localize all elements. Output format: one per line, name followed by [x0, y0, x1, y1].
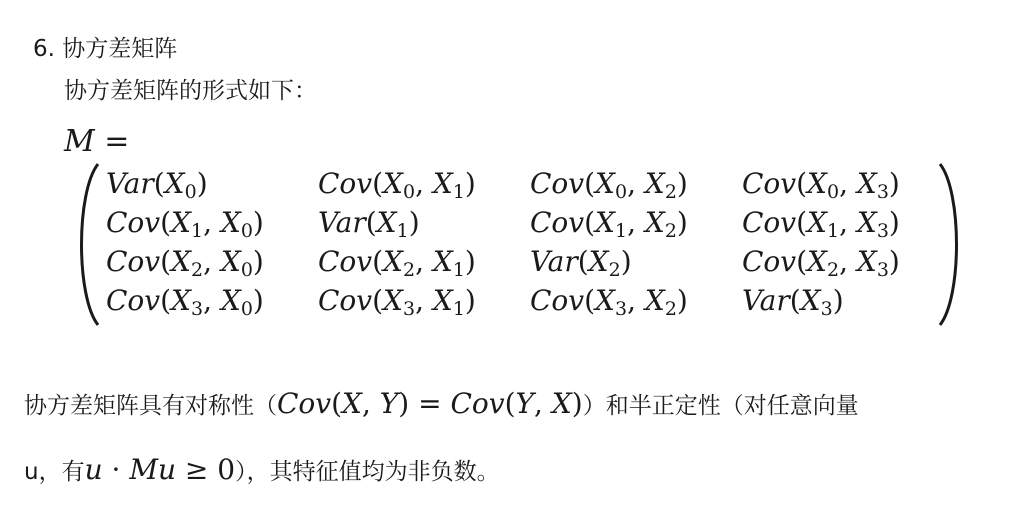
- matrix-cell: $Cov(X_3$, $X_2$): [530, 284, 688, 320]
- matrix-cell: $Var(X_0)$: [106, 167, 208, 203]
- paragraph2-text-after: ），其特征值均为非负数。: [235, 459, 500, 485]
- paragraph2-text-before: u，有: [24, 459, 85, 485]
- psd-formula: u · Mu ≥ 0: [84, 453, 236, 486]
- left-parenthesis: [72, 162, 102, 327]
- matrix-row: [106, 164, 942, 203]
- equals-sign: =: [104, 124, 130, 159]
- matrix-cell: $Var(X_1)$: [318, 206, 420, 242]
- covariance-matrix: [106, 164, 942, 320]
- intro-text: 协方差矩阵的形式如下：: [64, 78, 317, 104]
- matrix-row: [106, 203, 942, 242]
- matrix-cell: $Cov(X_1$, $X_0$): [106, 206, 264, 242]
- section-number: 6.: [33, 36, 55, 62]
- matrix-symbol: M: [64, 124, 95, 159]
- matrix-cell: $Cov(X_0$, $X_1$): [318, 167, 476, 203]
- matrix-cell: $Cov(X_1$, $X_2$): [530, 206, 688, 242]
- matrix-cell: $Cov(X_2$, $X_1$): [318, 245, 476, 281]
- symmetry-paragraph: [24, 384, 859, 426]
- matrix-cell: $Cov(X_2$, $X_0$): [106, 245, 264, 281]
- matrix-row: [106, 281, 942, 320]
- matrix-cell: $Cov(X_0$, $X_2$): [530, 167, 688, 203]
- matrix-cell: $Cov(X_2$, $X_3$): [742, 245, 900, 281]
- symmetry-formula: Cov(X, Y) = Cov(Y, X): [277, 387, 583, 420]
- matrix-cell: $Cov(X_3$, $X_0$): [106, 284, 264, 320]
- paragraph1-text-before: 协方差矩阵具有对称性（: [24, 393, 277, 419]
- psd-paragraph: [24, 450, 500, 492]
- matrix-cell: $Var(X_2)$: [530, 245, 632, 281]
- matrix-cell: $Cov(X_3$, $X_1$): [318, 284, 476, 320]
- paragraph1-text-after: ）和半正定性（对任意向量: [582, 393, 859, 419]
- section-heading: [33, 34, 177, 64]
- equation-lhs: [64, 124, 129, 160]
- right-parenthesis: [936, 162, 966, 327]
- matrix-cell: $Cov(X_1$, $X_3$): [742, 206, 900, 242]
- matrix-row: [106, 242, 942, 281]
- matrix-cell: $Var(X_3)$: [742, 284, 844, 320]
- matrix-cell: $Cov(X_0$, $X_3$): [742, 167, 900, 203]
- section-title: 协方差矩阵: [62, 36, 178, 62]
